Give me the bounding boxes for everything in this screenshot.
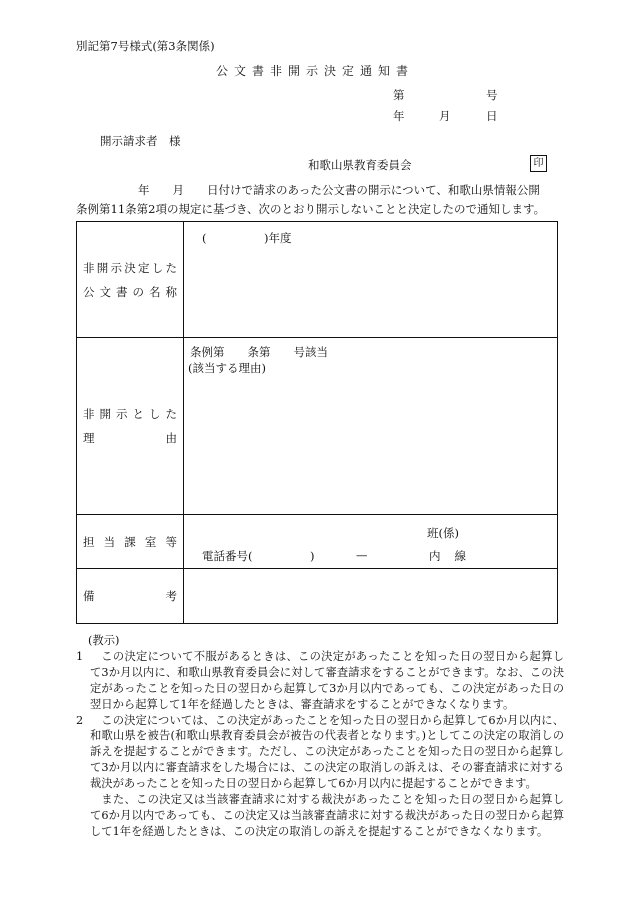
extension-text: 内線 xyxy=(429,549,480,563)
remarks-header xyxy=(77,569,184,624)
note-2-text: この決定については、この決定があったことを知った日の翌日から起算して6か月以内に、和歌山県を被告(和歌山県教育委員会が被告の代表者となります。)としてこの決定の取消しの訴えを提起することができます。ただし、この決定があったことを知った日の翌日から起算して3か月以内に審査請求をした場合には、この決定の取消しの訴えは、その審査請求に対する裁決があったことを知った日の翌日から起算して6か月以内に提起することができます。 xyxy=(90,713,564,791)
notes-heading: (教示) xyxy=(88,634,120,647)
reason-label-2 xyxy=(83,426,177,450)
section-text: 班(係) xyxy=(427,526,459,540)
number-prefix: 第 xyxy=(393,88,405,102)
reason-label-yu: 由 xyxy=(165,431,177,445)
office-label: 担 当 課 室 等 xyxy=(83,534,177,549)
reason-header xyxy=(77,338,184,515)
decision-table xyxy=(76,221,558,624)
office-header xyxy=(77,515,184,569)
note-1-text: この決定について不服があるときは、この決定があったことを知った日の翌日から起算して3か月以内に、和歌山県教育委員会に対して審査請求をすることができます。なお、この決定があったことを知った日の翌日から起算して3か月以内であっても、この決定があった日の翌日から起算して1年を経過したときは、審査請求をすることができなくなります。 xyxy=(90,649,564,711)
note-continuation: また、この決定又は当該審査請求に対する裁決があったことを知った日の翌日から起算して6か月以内であっても、この決定又は当該審査請求に対する裁決があった日の翌日から起算して1年を経過したときは、この決定の取消しの訴えを提起することができなくなります。 xyxy=(90,793,564,838)
date-year: 年 xyxy=(393,109,405,123)
issuer-name: 和歌山県教育委員会 xyxy=(308,158,412,172)
row-office xyxy=(77,515,558,569)
remarks-label-ko: 考 xyxy=(165,589,177,603)
doc-name-label-2: 公 文 書 の 名 称 xyxy=(83,284,177,299)
remarks-cell[interactable] xyxy=(184,569,558,624)
date-month: 月 xyxy=(439,109,451,123)
row-document-name xyxy=(77,222,558,338)
doc-name-header xyxy=(77,222,184,338)
reason-label-ri: 理 xyxy=(83,431,95,445)
reason-hint: (該当する理由) xyxy=(188,361,266,375)
recipient-line: 開示請求者 様 xyxy=(100,134,181,148)
office-cell[interactable] xyxy=(184,515,558,569)
reason-label-1: 非 開 示 と し た xyxy=(83,407,177,421)
note-2-number: 2 xyxy=(76,713,84,727)
number-suffix: 号 xyxy=(486,88,498,102)
intro-line-1: 年 月 日付けで請求のあった公文書の開示について、和歌山県情報公開 xyxy=(138,183,540,197)
seal-stamp: 印 xyxy=(530,155,547,172)
intro-line-2: 条例第11条第2項の規定に基づき、次のとおり開示しないことと決定したので通知します。 xyxy=(76,202,546,216)
note-item-2 xyxy=(76,713,564,793)
article-line: 条例第 条第 号該当 xyxy=(190,345,328,359)
reason-cell[interactable] xyxy=(184,338,558,515)
phone-text: 電話番号( ) xyxy=(202,549,315,563)
form-label: 別記第7号様式(第3条関係) xyxy=(76,39,215,53)
note-1-number: 1 xyxy=(76,649,84,663)
fiscal-year-text: ( )年度 xyxy=(202,231,292,245)
document-title: 公文書非開示決定通知書 xyxy=(215,64,414,78)
remarks-label-bi: 備 xyxy=(83,589,95,603)
row-remarks xyxy=(77,569,558,624)
remarks-label xyxy=(77,588,183,604)
doc-name-label-1: 非 開 示 決 定 し た xyxy=(83,260,177,275)
phone-dash: — xyxy=(356,548,368,562)
date-day: 日 xyxy=(486,109,498,123)
doc-name-cell[interactable] xyxy=(184,222,558,338)
note-item-1 xyxy=(76,649,564,713)
row-reason xyxy=(77,338,558,515)
instruction-notes xyxy=(76,633,564,840)
